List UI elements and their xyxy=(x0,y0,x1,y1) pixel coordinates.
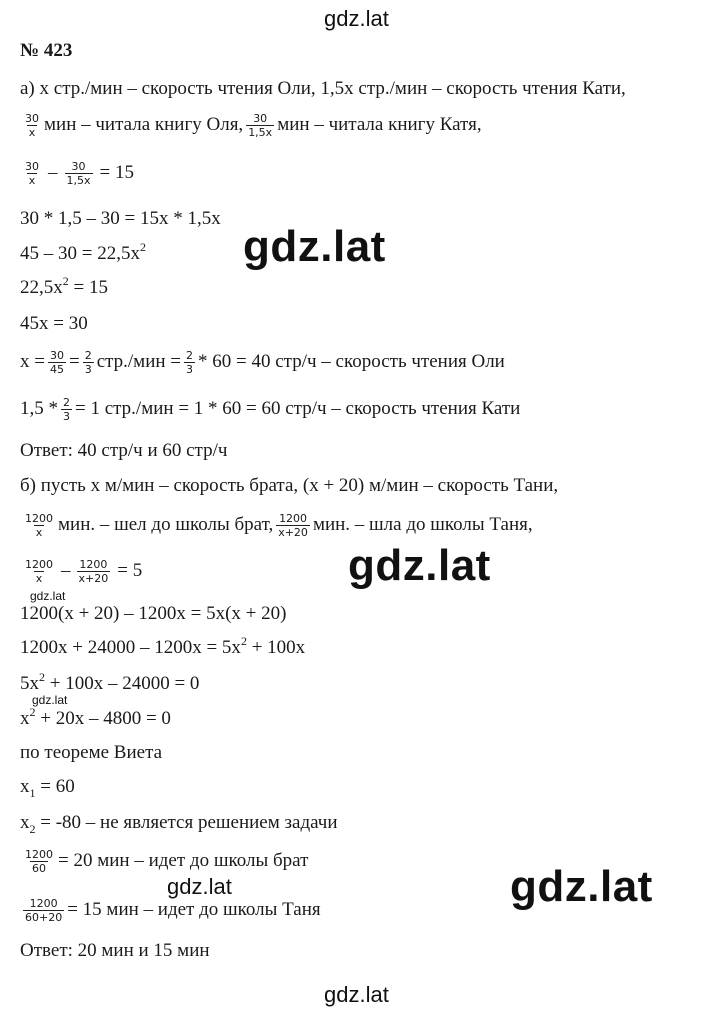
part-a-line-8: x = $\frac{30}{45}$ = $\frac{2}{3}$ стр./мин = $\frac{2}{3}$ * 60 = 40 стр/ч – скорость чтения Оли xyxy=(20,348,505,376)
part-b-line-9: $x_1 = 60$ xyxy=(20,776,75,800)
fraction: $\frac{1200}{60+20}$ xyxy=(25,896,63,924)
part-b-line-5: $1200x + 24000 - 1200x = 5x^2 + 100x$ xyxy=(20,633,306,658)
fraction: $\frac{1200}{x}$ xyxy=(25,511,53,539)
part-b-line-10: $x_2 = -80$ – не является решением задачи xyxy=(20,812,338,836)
part-a-line-5: $45 - 30 = 22,5x^2$ xyxy=(20,239,146,264)
watermark-big-1: gdz.lat xyxy=(243,222,386,271)
watermark-big-2: gdz.lat xyxy=(348,541,491,590)
fraction: $\frac{1200}{x+20}$ xyxy=(78,557,109,585)
fraction: $\frac{30}{45}$ xyxy=(49,348,64,376)
fraction: $\frac{30}{1,5x}$ xyxy=(66,159,91,187)
fraction: $\frac{2}{3}$ xyxy=(186,348,194,376)
fraction: $\frac{30}{1,5x}$ xyxy=(248,111,273,139)
watermark-small-3: gdz.lat xyxy=(167,874,232,899)
part-a-answer: Ответ: 40 стр/ч и 60 стр/ч xyxy=(20,440,228,461)
watermark-small-1: gdz.lat xyxy=(30,589,66,603)
part-b-line-11: $\frac{1200}{60}$ = 20 мин – идет до школы брат xyxy=(25,847,309,875)
part-a-line-7: 45x = 30 xyxy=(20,313,88,334)
part-a-line-6: $22,5x^2 = 15$ xyxy=(20,273,108,298)
watermark-big-3: gdz.lat xyxy=(510,862,653,911)
part-a-line-9: 1,5 * $\frac{2}{3}$ = 1 стр./мин = 1 * 60 = 60 стр/ч – скорость чтения Кати xyxy=(20,395,521,423)
fraction: $\frac{1200}{60}$ xyxy=(25,847,53,875)
part-b-line-8: по теореме Виета xyxy=(20,742,163,763)
watermark-small-2: gdz.lat xyxy=(32,693,68,707)
part-a-line-3: $\frac{30}{x}$ – $\frac{30}{1,5x}$ = 15 xyxy=(25,159,134,187)
problem-number: № 423 xyxy=(20,40,73,61)
part-b-line-1: б) пусть x м/мин – скорость брата, (x + 20) м/мин – скорость Тани, xyxy=(20,475,559,496)
part-a-line-4: 30 * 1,5 – 30 = 15x * 1,5x xyxy=(20,208,221,229)
fraction: $\frac{1200}{x}$ xyxy=(25,557,53,585)
fraction: $\frac{30}{x}$ xyxy=(25,111,39,139)
part-b-line-3: $\frac{1200}{x}$ – $\frac{1200}{x+20}$ = 5 xyxy=(25,557,143,585)
part-b-line-6: $5x^2 + 100x - 24000 = 0$ xyxy=(20,669,200,694)
part-b-answer: Ответ: 20 мин и 15 мин xyxy=(20,940,210,961)
fraction: $\frac{1200}{x+20}$ xyxy=(278,511,308,539)
fraction: $\frac{2}{3}$ xyxy=(84,348,92,376)
part-b-line-2: $\frac{1200}{x}$ мин. – шел до школы брат, $\frac{1200}{x+20}$ мин. – шла до школы Таня, xyxy=(25,511,533,539)
part-b-line-4: 1200(x + 20) – 1200x = 5x(x + 20) xyxy=(20,603,287,624)
part-a-line-2: $\frac{30}{x}$ мин – читала книгу Оля, $\frac{30}{1,5x}$ мин – читала книгу Катя, xyxy=(25,111,482,139)
fraction: $\frac{2}{3}$ xyxy=(63,395,70,423)
part-a-line-1: а) x стр./мин – скорость чтения Оли, 1,5x стр./мин – скорость чтения Кати, xyxy=(20,78,626,99)
fraction: $\frac{30}{x}$ xyxy=(25,159,39,187)
watermark-top: gdz.lat xyxy=(324,6,389,31)
part-b-line-7: $x^2 + 20x - 4800 = 0$ xyxy=(20,704,171,729)
watermark-bottom: gdz.lat xyxy=(324,982,389,1007)
part-b-line-12: $\frac{1200}{60+20}$ = 15 мин – идет до школы Таня xyxy=(25,896,321,924)
